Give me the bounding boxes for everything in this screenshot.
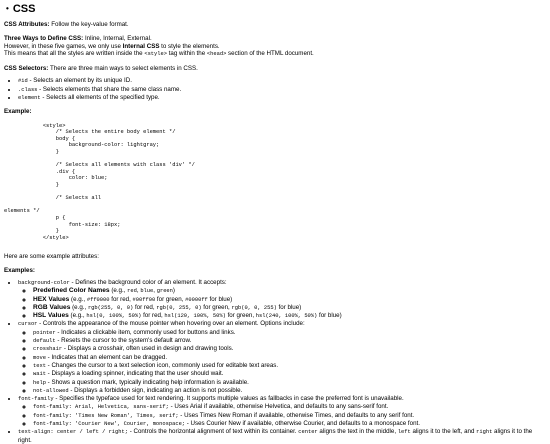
code-line: } [4,149,59,156]
text: - Displays a crosshair, often used in design and drawing tools. [62,345,234,353]
list-item [33,312,544,320]
list-item [33,354,544,362]
text: for red, [133,303,157,311]
attr-text: - Specifies the typeface used for text rendering. It supports multiple values as fallbacks in case the preferred font is unavailable. [53,395,404,403]
ways-line3-code2: <head> [206,50,227,57]
attr-code: font-family [18,396,54,403]
sub-list [18,287,544,320]
ways-line3-b: tag within the [166,49,207,57]
list-item [33,370,544,378]
selector-code: element [18,95,41,102]
ways-line2-c: to style the elements. [159,42,220,50]
list-item [33,296,544,304]
text: for blue) [317,312,342,320]
text: aligns it to the right. [18,428,533,444]
code: not-allowed [33,387,69,394]
code-line: } [4,182,59,189]
list-item [18,77,544,85]
ways-text: Inline, Internal, External. [84,35,152,43]
value-label: Predefined Color Names [33,287,110,295]
selectors-text: There are three main ways to select elements in CSS. [49,65,198,73]
examples-label-text: Examples: [4,266,35,274]
text: - Indicates a clickable item, commonly used for buttons and links. [55,328,236,336]
attr-code: background-color [18,279,70,286]
example-label-text: Example: [4,108,32,116]
selectors-label: CSS Selectors: [4,65,49,73]
attributes-paragraph [4,21,544,28]
attr-code: cursor [18,321,38,328]
code: text [33,362,46,369]
code: rgb(255, 0, 0) [87,304,134,311]
code: hsl(240, 100%, 50%) [255,313,318,320]
ways-paragraph [4,35,544,58]
code-line: background-color: lightgray; [4,142,160,149]
text: aligns the text in the middle, [317,428,398,436]
ways-line3-code: <style> [144,50,167,57]
text: for red, [141,312,165,320]
code: green [156,288,173,295]
text: for blue) [207,295,233,303]
code: wait [33,371,46,378]
list-item [18,320,544,395]
code: font-family: Arial, Helvetica, sans-serif; [33,404,169,411]
code-line: p { [4,214,66,221]
selector-code: #id [18,78,28,85]
code: center [298,429,318,436]
code: font-family: 'Times New Roman', Times, serif; [33,412,179,419]
text: (e.g., [109,287,128,295]
code-line: /* Selects all [4,195,102,202]
text: - Resets the cursor to the system's default arrow. [55,337,192,345]
code: rgb(0, 255, 0) [156,304,202,311]
code: pointer [33,329,56,336]
text: , [136,287,141,295]
list-item [33,387,544,395]
list-item [33,420,544,428]
value-label: HEX Values [33,295,70,303]
code: blue [140,288,154,295]
ways-label: Three Ways to Define CSS: [4,35,84,43]
text: , [153,287,157,295]
selector-code: .class [18,86,38,93]
attr-text: - Controls the appearance of the mouse pointer when hovering over an element. Options include: [37,320,305,328]
ways-line2-b: Internal CSS [122,42,160,50]
text: for green, [155,295,186,303]
code: red [127,288,137,295]
code: right [476,429,493,436]
selector-text: - Selects all elements of the specified type. [40,94,160,102]
list-item [33,379,544,387]
attr-text: - Defines the background color of an element. It accepts: [69,278,227,286]
code-line: /* Selects all elements with class 'div' */ [4,162,195,169]
text: for red, [109,295,133,303]
sub-list [18,403,544,428]
text: - Displays a loading spinner, indicating that the user should wait. [45,370,224,378]
selectors-list [4,77,544,102]
code: #ff0000 [86,296,110,303]
text: - Uses Times New Roman if available, otherwise Times, and defaults to any serif font. [178,411,415,419]
selector-text: - Selects elements that share the same class name. [37,85,182,93]
selector-text: - Selects an element by its unique ID. [27,77,132,85]
text: - Indicates that an element can be dragged. [45,353,168,361]
code-line: font-size: 18px; [4,221,121,228]
attributes-label: CSS Attributes: [4,21,50,28]
code-block [4,123,544,242]
ways-line3-a: This means that all the styles are written inside the [4,49,145,57]
code: move [33,354,46,361]
list-item [18,94,544,102]
text: (e.g., [69,295,87,303]
code-line: <style> [4,122,66,129]
ways-line2-a: However, in these five games, we only use [4,42,123,50]
code-line: elements */ [4,208,40,215]
text: (e.g., [68,312,87,320]
code: hsl(0, 100%, 50%) [86,313,142,320]
list-item [33,329,544,337]
list-item [33,362,544,370]
code: crosshair [33,346,63,353]
list-item [33,337,544,345]
intro-text: Here are some example attributes: [4,253,99,261]
selectors-paragraph [4,65,544,72]
list-item [18,395,544,428]
value-label: HSL Values [33,312,69,320]
text: ) [172,287,175,295]
code: default [33,338,56,345]
list-item [33,345,544,353]
text: - Shows a question mark, typically indicating help information is available. [45,378,249,386]
text: - Uses Courier New if available, otherwise Courier, and defaults to a monospace font. [185,420,420,427]
list-item [18,428,544,444]
code-line: color: blue; [4,175,108,182]
examples-list [4,279,544,444]
code-line: } [4,228,59,235]
text: for blue) [276,303,302,311]
text: aligns it to the left, and [410,428,477,436]
text: for green, [201,303,232,311]
ways-line3-c: section of the HTML document. [226,49,314,57]
code-line: /* Selects the entire body element */ [4,129,176,136]
list-item [18,279,544,320]
list-item [33,287,544,295]
text: - Controls the horizontal alignment of text within its container. [128,428,299,436]
code: #00ff00 [132,296,156,303]
list-item [18,86,544,94]
examples-label [4,267,544,274]
text: - Changes the cursor to a text selection icon, commonly used for editable text areas. [45,361,279,369]
code: help [33,379,46,386]
list-item [33,403,544,411]
text: - Uses Arial if available, otherwise Helvetica, and defaults to any sans-serif font. [168,403,389,411]
attributes-text: Follow the key-value format. [51,21,129,28]
list-item [33,304,544,312]
code: #0000ff [185,296,208,303]
document [4,2,544,444]
page-title-text: CSS [12,3,36,15]
code: font-family: 'Courier New', Courier, monospace; [33,421,186,427]
attr-code: text-align: center / left / right; [18,429,128,436]
example-label [4,108,544,115]
value-label: RGB Values [33,303,71,311]
code-line: </style> [4,234,69,241]
text: (e.g., [70,303,88,311]
code: rgb(0, 0, 255) [231,304,277,311]
code-line: .div { [4,168,76,175]
code-line: body { [4,135,76,142]
text: for green, [225,312,256,320]
code: hsl(120, 100%, 50%) [164,313,226,320]
text: - Displays a forbidden sign, indicating an action is not possible. [68,386,243,394]
list-item [33,412,544,420]
page-title [4,2,544,16]
code: left [397,429,411,436]
sub-list [18,329,544,395]
bullet-icon: • [6,4,9,13]
